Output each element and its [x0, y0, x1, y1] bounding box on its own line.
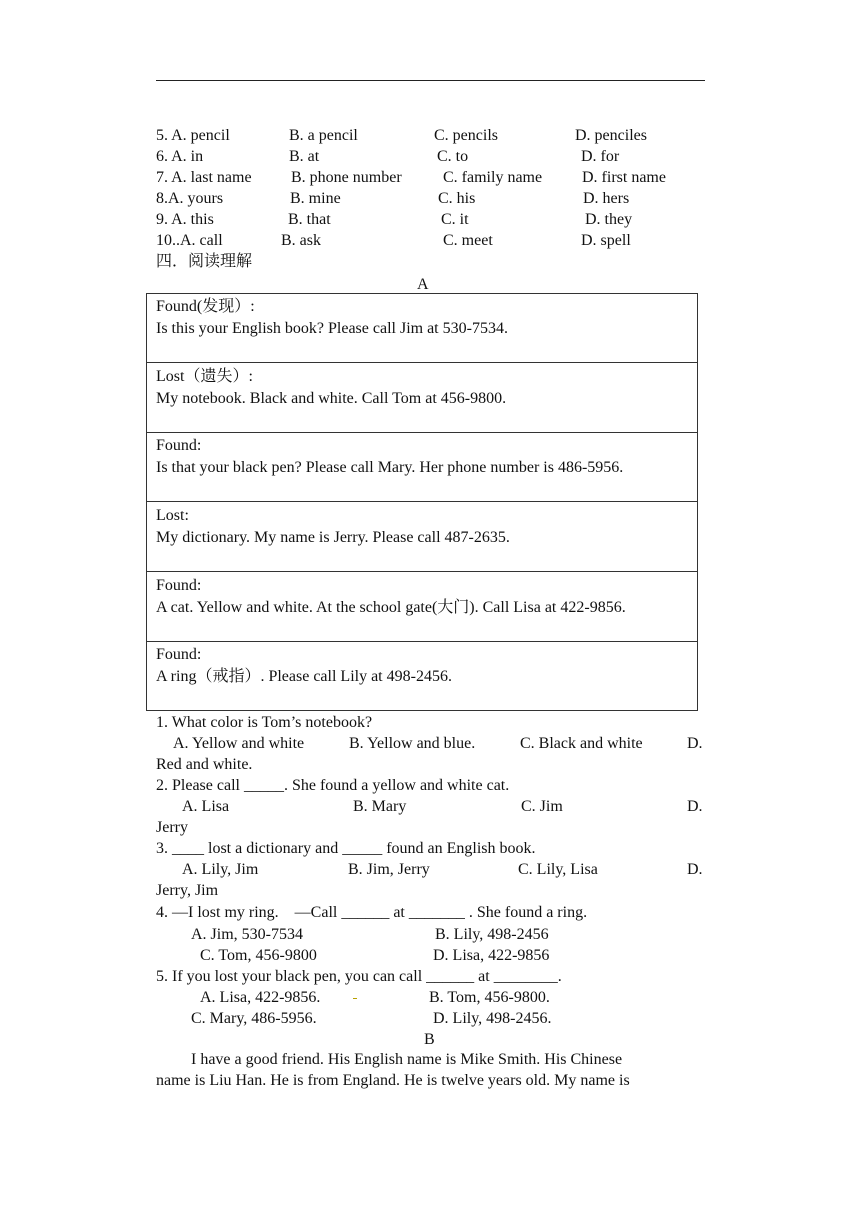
question-1-stem: 1. What color is Tom’s notebook?	[156, 714, 373, 731]
notice-heading: Lost（遗失）:	[156, 368, 253, 385]
notice-heading: Lost:	[156, 507, 189, 524]
notice-cell	[147, 294, 697, 363]
option-8-a: 8.A. yours	[156, 190, 224, 207]
question-2-option-c: C. Jim	[521, 798, 563, 815]
notice-heading: Found:	[156, 577, 202, 594]
option-10-b: B. ask	[281, 232, 321, 249]
option-5-a: 5. A. pencil	[156, 127, 230, 144]
option-6-a: 6. A. in	[156, 148, 204, 165]
question-3-option-d: D.	[687, 861, 703, 878]
option-9-a: 9. A. this	[156, 211, 214, 228]
notice-cell	[147, 364, 697, 433]
question-1-option-c: C. Black and white	[520, 735, 643, 752]
question-5-option-d: D. Lily, 498-2456.	[433, 1010, 552, 1027]
question-2-option-a: A. Lisa	[182, 798, 230, 815]
notice-body: My notebook. Black and white. Call Tom at 456-9800.	[156, 390, 507, 407]
option-7-d: D. first name	[582, 169, 666, 186]
option-7-b: B. phone number	[291, 169, 402, 186]
passage-b-label: B	[424, 1031, 435, 1048]
question-3-option-c: C. Lily, Lisa	[518, 861, 598, 878]
question-2-option-d: D.	[687, 798, 703, 815]
question-2-stem: 2. Please call _____. She found a yellow and white cat.	[156, 777, 510, 794]
notice-cell	[147, 642, 697, 711]
notice-cell	[147, 433, 697, 502]
option-7-a: 7. A. last name	[156, 169, 252, 186]
question-5-option-a: A. Lisa, 422-9856.	[200, 989, 321, 1006]
passage-b-line-1: I have a good friend. His English name is Mike Smith. His Chinese	[191, 1051, 623, 1068]
option-9-d: D. they	[585, 211, 633, 228]
question-3-option-b: B. Jim, Jerry	[348, 861, 430, 878]
option-5-d: D. penciles	[575, 127, 647, 144]
option-5-c: C. pencils	[434, 127, 498, 144]
option-6-d: D. for	[581, 148, 620, 165]
passage-a-label: A	[417, 276, 429, 293]
edit-mark	[353, 998, 357, 999]
option-10-c: C. meet	[443, 232, 493, 249]
question-1-option-b: B. Yellow and blue.	[349, 735, 476, 752]
notice-heading: Found:	[156, 646, 202, 663]
option-8-d: D. hers	[583, 190, 630, 207]
passage-b-line-2: name is Liu Han. He is from England. He is twelve years old. My name is	[156, 1072, 630, 1089]
question-2-option-d-text: Jerry	[156, 819, 188, 836]
option-7-c: C. family name	[443, 169, 543, 186]
question-4-option-a: A. Jim, 530-7534	[191, 926, 303, 943]
notice-table	[146, 293, 698, 711]
question-4-option-d: D. Lisa, 422-9856	[433, 947, 550, 964]
notice-body: Is that your black pen? Please call Mary. Her phone number is 486-5956.	[156, 459, 624, 476]
question-1-option-d-text: Red and white.	[156, 756, 253, 773]
section-title: 四．阅读理解	[156, 253, 253, 270]
option-9-c: C. it	[441, 211, 469, 228]
option-8-b: B. mine	[290, 190, 341, 207]
option-9-b: B. that	[288, 211, 331, 228]
notice-body: Is this your English book? Please call Jim at 530-7534.	[156, 320, 508, 337]
question-3-option-d-text: Jerry, Jim	[156, 882, 219, 899]
header-rule	[156, 80, 705, 81]
question-4-option-b: B. Lily, 498-2456	[435, 926, 549, 943]
question-5-stem: 5. If you lost your black pen, you can call ______ at ________.	[156, 968, 562, 985]
notice-body: My dictionary. My name is Jerry. Please call 487-2635.	[156, 529, 510, 546]
question-5-option-b: B. Tom, 456-9800.	[429, 989, 550, 1006]
option-10-d: D. spell	[581, 232, 631, 249]
option-5-b: B. a pencil	[289, 127, 358, 144]
question-1-option-a: A. Yellow and white	[173, 735, 305, 752]
notice-body: A ring（戒指）. Please call Lily at 498-2456.	[156, 668, 452, 685]
option-10-a: 10..A. call	[156, 232, 223, 249]
notice-body: A cat. Yellow and white. At the school gate(大门). Call Lisa at 422-9856.	[156, 599, 626, 616]
option-6-b: B. at	[289, 148, 320, 165]
question-3-option-a: A. Lily, Jim	[182, 861, 259, 878]
question-4-option-c: C. Tom, 456-9800	[200, 947, 317, 964]
option-6-c: C. to	[437, 148, 469, 165]
question-5-option-c: C. Mary, 486-5956.	[191, 1010, 317, 1027]
question-2-option-b: B. Mary	[353, 798, 407, 815]
question-3-stem: 3. ____ lost a dictionary and _____ found an English book.	[156, 840, 536, 857]
notice-cell	[147, 573, 697, 642]
notice-heading: Found:	[156, 437, 202, 454]
option-8-c: C. his	[438, 190, 476, 207]
notice-heading: Found(发现）:	[156, 298, 255, 315]
question-4-stem: 4. —I lost my ring. —Call ______ at _______ . She found a ring.	[156, 904, 588, 921]
notice-cell	[147, 503, 697, 572]
question-1-option-d: D.	[687, 735, 703, 752]
